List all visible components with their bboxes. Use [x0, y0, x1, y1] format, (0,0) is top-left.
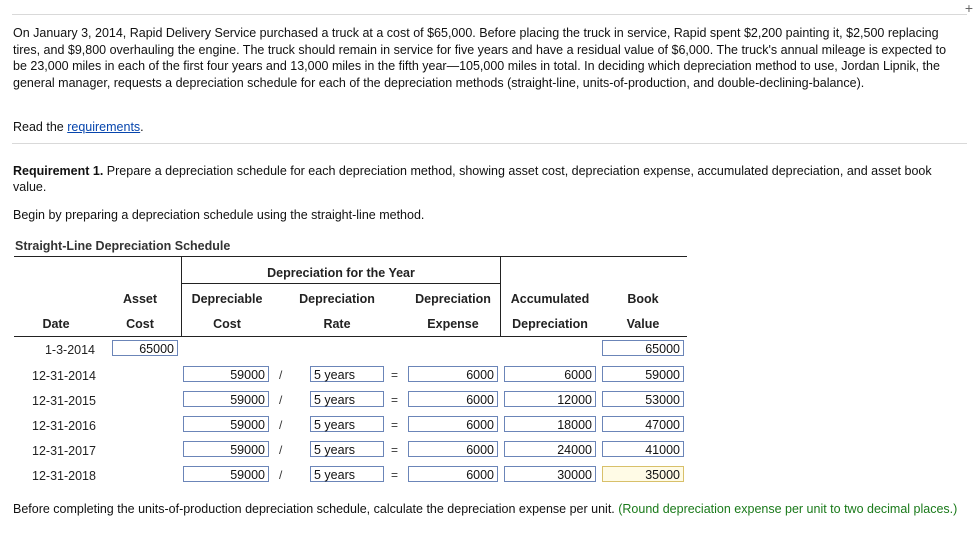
header-book-2: Value: [626, 317, 660, 331]
depreciable-cost-input[interactable]: 59000: [183, 466, 269, 482]
accumulated-input[interactable]: 24000: [504, 441, 596, 457]
divide-symbol: /: [279, 393, 283, 407]
expense-input[interactable]: 6000: [408, 466, 498, 482]
expense-input[interactable]: 6000: [408, 366, 498, 382]
rate-input[interactable]: 5 years: [310, 391, 384, 407]
header-accum-1: Accumulated: [510, 292, 590, 306]
row-date: 1-3-2014: [44, 343, 96, 357]
rounding-hint: (Round depreciation expense per unit to two decimal places.): [614, 502, 958, 516]
begin-instruction: Begin by preparing a depreciation schedule using the straight-line method.: [13, 208, 425, 222]
header-rate-1: Depreciation: [299, 292, 375, 306]
divide-symbol: /: [279, 368, 283, 382]
expense-input[interactable]: 6000: [408, 416, 498, 432]
equals-symbol: =: [391, 368, 399, 382]
table-top-line: [14, 256, 687, 257]
header-expense-2: Expense: [427, 317, 479, 331]
bottom-text: Before completing the units-of-production depreciation schedule, calculate the depreciation expense per unit.: [13, 502, 615, 516]
expense-input[interactable]: 6000: [408, 441, 498, 457]
header-bottom-line: [14, 336, 687, 337]
schedule-title: Straight-Line Depreciation Schedule: [15, 239, 231, 253]
header-accum-2: Depreciation: [512, 317, 588, 331]
book-value-input[interactable]: 53000: [602, 391, 684, 407]
book-value-input-active[interactable]: 35000: [602, 466, 684, 482]
divide-symbol: /: [279, 468, 283, 482]
divide-symbol: /: [279, 443, 283, 457]
accumulated-input[interactable]: 12000: [504, 391, 596, 407]
units-of-production-instruction: [13, 501, 963, 517]
header-date: Date: [42, 317, 70, 331]
depreciable-cost-input[interactable]: 59000: [183, 416, 269, 432]
requirement-label: Requirement 1.: [13, 164, 104, 178]
equals-symbol: =: [391, 468, 399, 482]
read-prefix: Read the: [13, 120, 68, 134]
equals-symbol: =: [391, 443, 399, 457]
rate-input[interactable]: 5 years: [310, 466, 384, 482]
rate-input[interactable]: 5 years: [310, 441, 384, 457]
depreciable-cost-input[interactable]: 59000: [183, 441, 269, 457]
section-divider: [12, 143, 967, 144]
header-asset-1: Asset: [122, 292, 158, 306]
book-value-input[interactable]: 59000: [602, 366, 684, 382]
top-divider: [12, 14, 967, 15]
header-dep-cost-2: Cost: [213, 317, 241, 331]
row-date: 12-31-2017: [32, 444, 96, 458]
requirements-link[interactable]: requirements: [67, 120, 141, 134]
equals-symbol: =: [391, 418, 399, 432]
rate-input[interactable]: 5 years: [310, 416, 384, 432]
header-rate-2: Rate: [323, 317, 351, 331]
problem-text: On January 3, 2014, Rapid Delivery Service purchased a truck at a cost of $65,000. Before placing the truck in service, Rapid spent $2,200 painting it, $2,500 replacing tires, and $9,800 overhauling the engine. The truck should remain in service for five years and have a residual value of $6,000. The truck's annual mileage is expected to be 23,000 miles in each of the first four years and 13,000 miles in the fifth year—105,000 miles in total. In deciding which depreciation method to use, Jordan Lipnik, the general manager, requests a depreciation schedule for each of the depreciation methods (straight-line, units-of-production, and double-declining-balance).: [13, 26, 947, 90]
header-dep-cost-1: Depreciable: [191, 292, 263, 306]
read-requirements: [13, 120, 144, 134]
header-asset-2: Cost: [126, 317, 154, 331]
book-value-input[interactable]: 65000: [602, 340, 684, 356]
accumulated-input[interactable]: 30000: [504, 466, 596, 482]
divide-symbol: /: [279, 418, 283, 432]
expense-input[interactable]: 6000: [408, 391, 498, 407]
row-date: 12-31-2016: [32, 419, 96, 433]
corner-plus-icon: +: [964, 0, 973, 16]
header-book-1: Book: [627, 292, 659, 306]
equals-symbol: =: [391, 393, 399, 407]
header-expense-1: Depreciation: [415, 292, 491, 306]
rate-input[interactable]: 5 years: [310, 366, 384, 382]
row-date: 12-31-2015: [32, 394, 96, 408]
group-header-line: [181, 283, 501, 284]
row-date: 12-31-2018: [32, 469, 96, 483]
requirement-text: Prepare a depreciation schedule for each depreciation method, showing asset cost, depreciation expense, accumulated depreciation, and asset book value.: [13, 164, 932, 194]
accumulated-input[interactable]: 6000: [504, 366, 596, 382]
accumulated-input[interactable]: 18000: [504, 416, 596, 432]
book-value-input[interactable]: 47000: [602, 416, 684, 432]
group-header: Depreciation for the Year: [267, 266, 415, 280]
row-date: 12-31-2014: [32, 369, 96, 383]
asset-cost-input[interactable]: 65000: [112, 340, 178, 356]
requirement-1: [13, 163, 963, 195]
book-value-input[interactable]: 41000: [602, 441, 684, 457]
depreciable-cost-input[interactable]: 59000: [183, 366, 269, 382]
read-suffix: .: [140, 120, 144, 134]
depreciable-cost-input[interactable]: 59000: [183, 391, 269, 407]
